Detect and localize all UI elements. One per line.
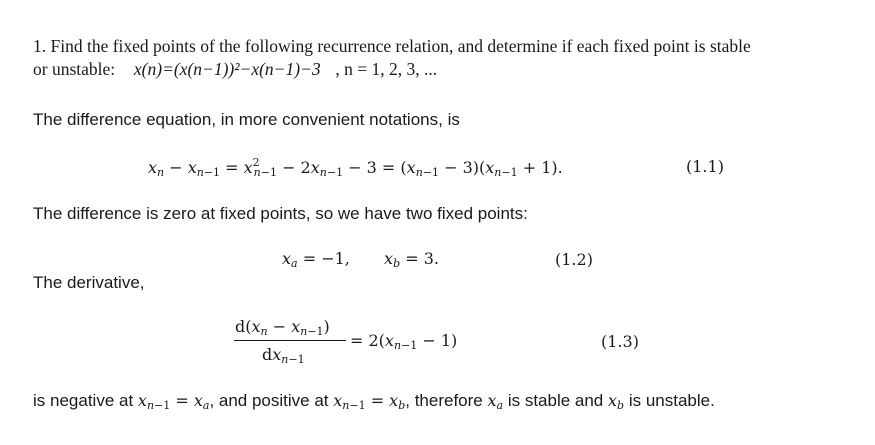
recurrence-formula: x(n)=(x(n−1))²−x(n−1)−3 <box>133 59 321 79</box>
fixed-points-intro-text: The difference is zero at fixed points, so we have two fixed points: <box>33 204 528 223</box>
equation-1-1: $x_n - x_{n-1} = x^2_{n-1} - 2x_{n-1} - 3 = (x_{n-1} - 3)(x_{n-1} + 1)$. <box>148 156 563 179</box>
conclusion: is negative at $x_{n-1} = x_a$, and positive at $x_{n-1} = x_b$, therefore $x_a$ is stable and $x_b$ is unstable. <box>33 391 715 412</box>
difference-intro <box>33 110 460 130</box>
problem-prefix: or unstable: <box>33 59 116 79</box>
problem-text: 1. Find the fixed points of the following recurrence relation, and determine if each fixed point is stable <box>33 36 751 56</box>
fraction-bar <box>234 340 346 341</box>
xb-value: 3 <box>423 249 434 268</box>
problem-line-1 <box>33 35 751 57</box>
xa-value: −1 <box>321 249 345 268</box>
derivative-intro <box>33 273 145 293</box>
equation-1-1-label: (1.1) <box>686 157 724 176</box>
derivative-intro-text: The derivative, <box>33 273 145 292</box>
difference-intro-text: The difference equation, in more convenient notations, is <box>33 110 460 129</box>
fraction-numerator: $d(x_n - x_{n-1})$ <box>235 317 330 338</box>
equation-1-2: $x_a = -1$, $x_b = 3$. <box>282 249 439 270</box>
fixed-points-intro <box>33 204 528 224</box>
derivative-result: = $2(x_{n-1} - 1)$ <box>350 331 458 352</box>
fraction-denominator: $dx_{n-1}$ <box>262 345 305 366</box>
index-range: , n = 1, 2, 3, ... <box>335 59 438 79</box>
equation-1-3-label: (1.3) <box>601 332 639 351</box>
equation-1-2-label: (1.2) <box>555 250 593 269</box>
problem-line-2 <box>33 58 437 80</box>
